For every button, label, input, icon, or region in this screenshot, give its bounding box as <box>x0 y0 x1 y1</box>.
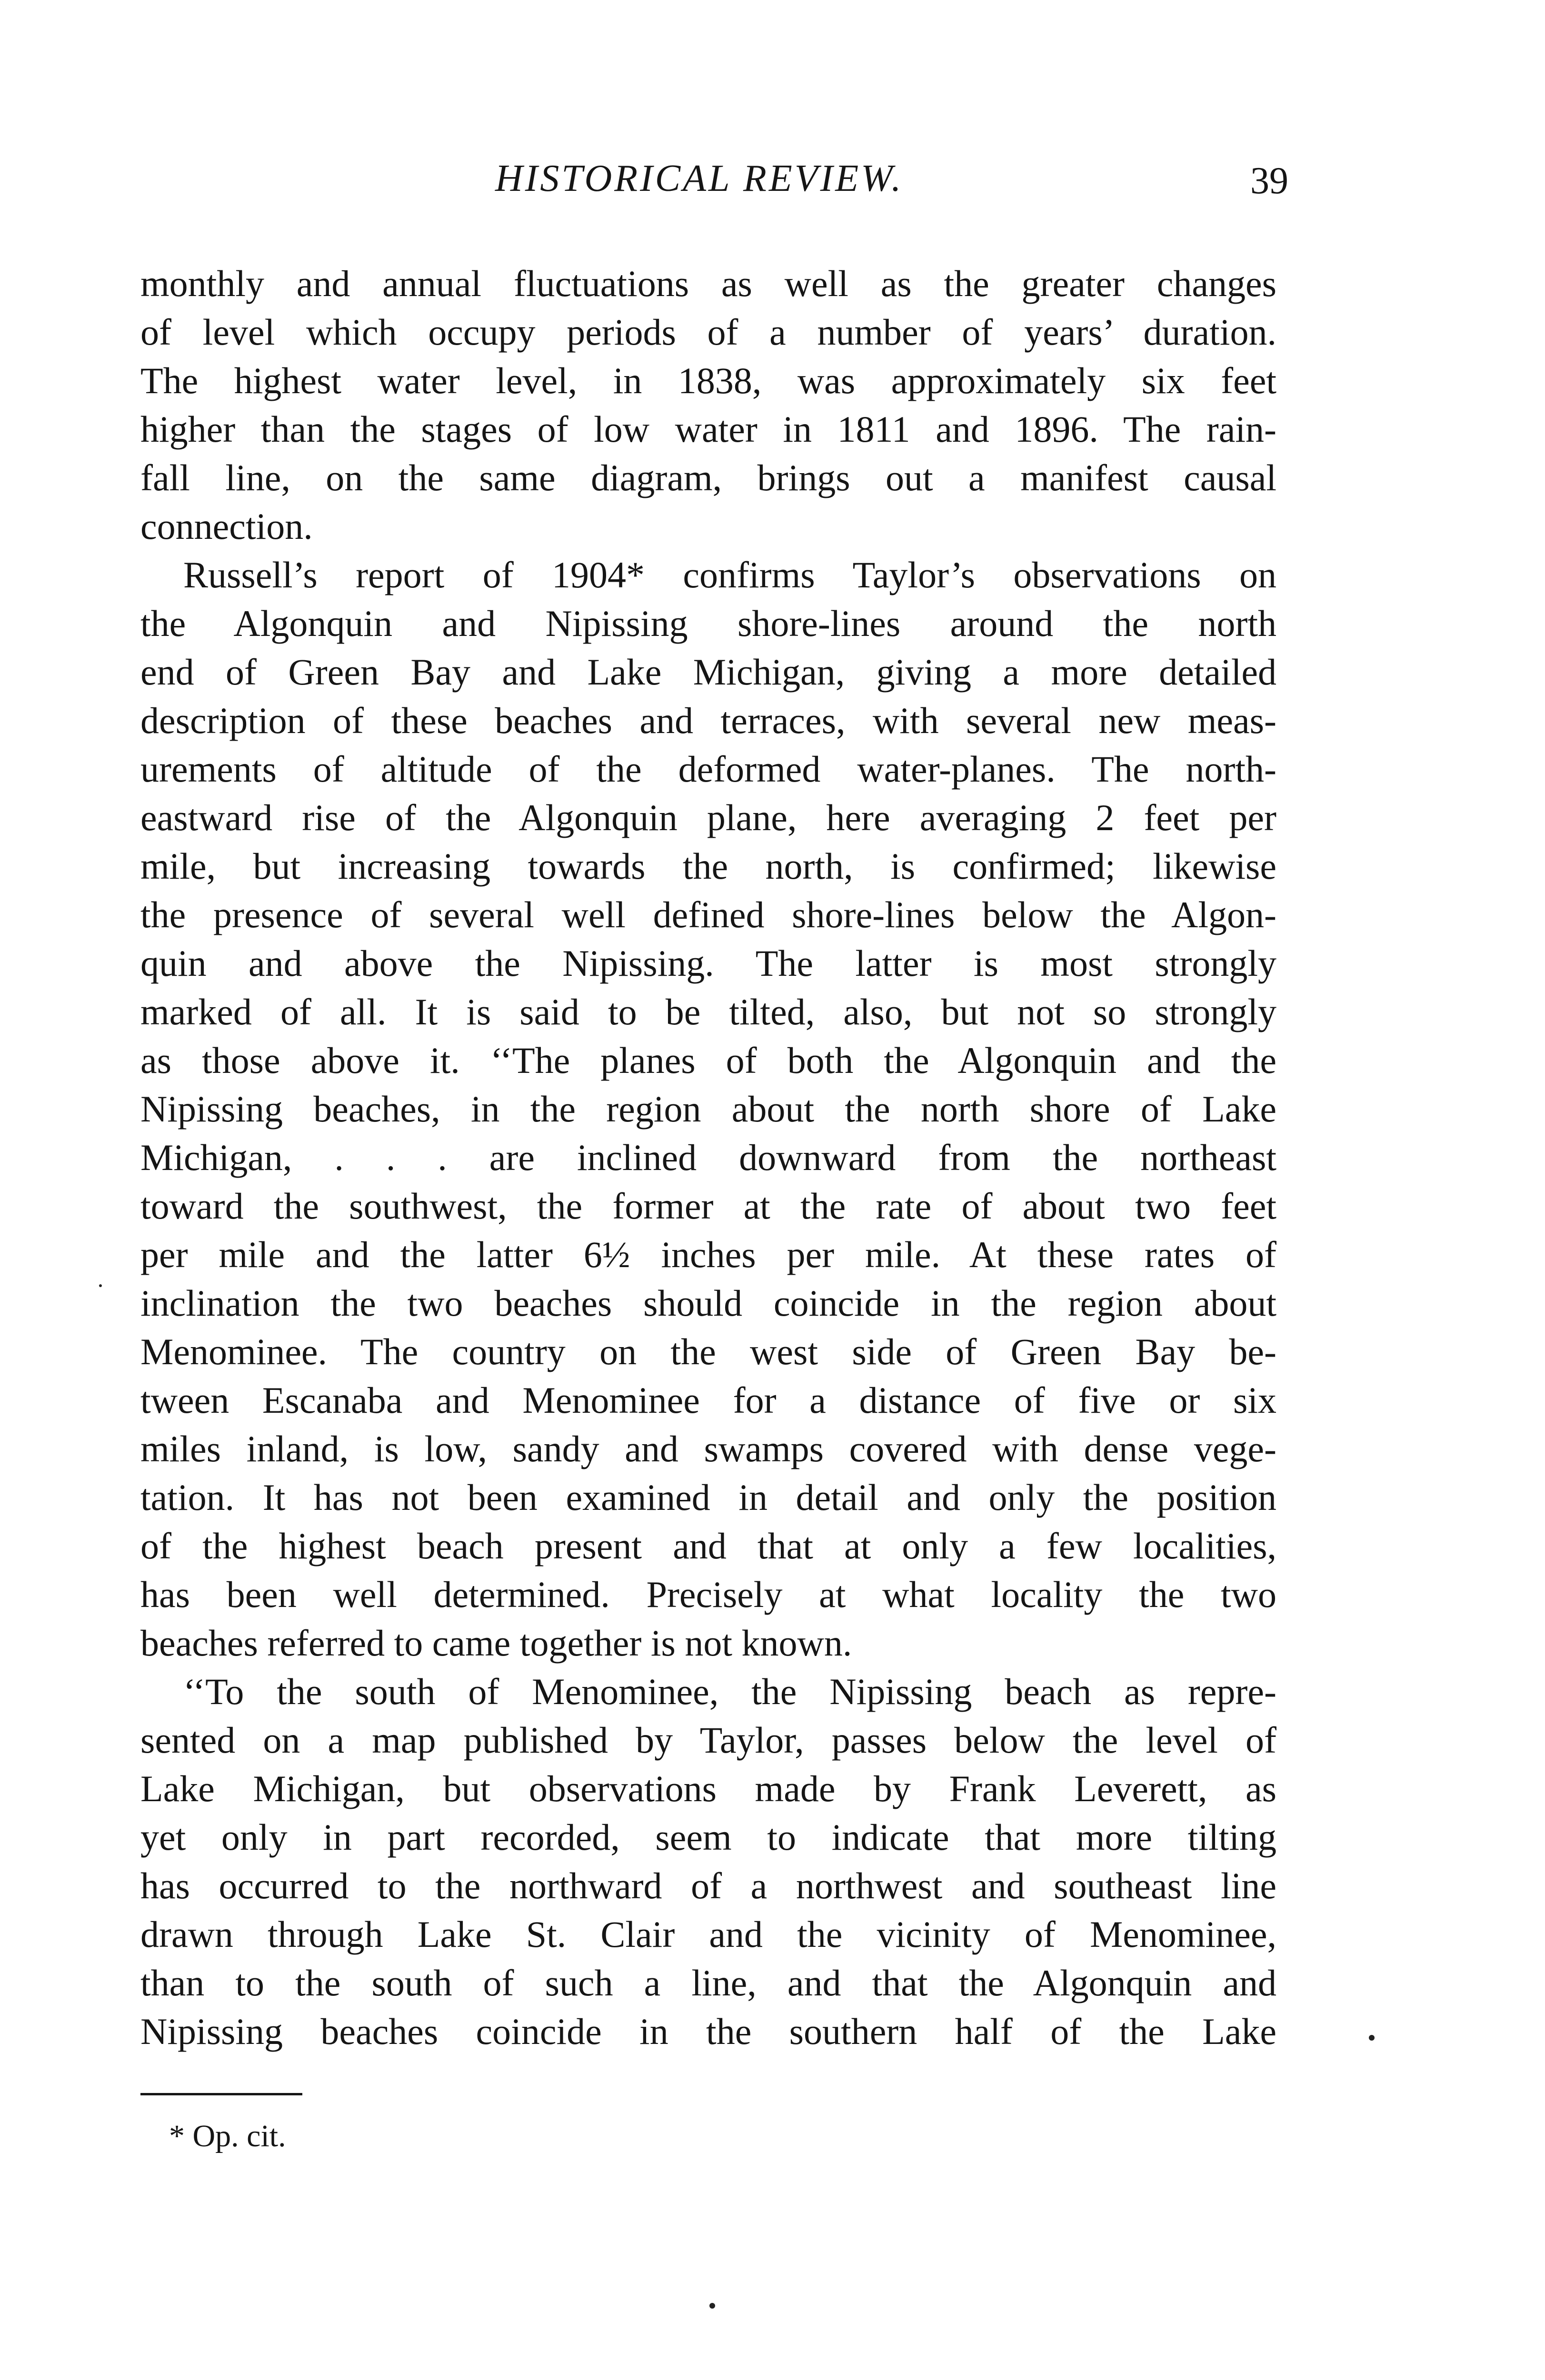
text-line: end of Green Bay and Lake Michigan, giving a more detailed <box>140 651 1276 693</box>
text-line: higher than the stages of low water in 1811 and 1896. The rain- <box>140 408 1276 450</box>
text-line: toward the southwest, the former at the rate of about two feet <box>140 1185 1276 1227</box>
text-line: as those above it. ‘‘The planes of both the Algonquin and the <box>140 1040 1276 1081</box>
text-line: per mile and the latter 6½ inches per mile. At these rates of <box>140 1234 1276 1275</box>
text-line: inclination the two beaches should coincide in the region about <box>140 1282 1276 1324</box>
text-line: description of these beaches and terraces, with several new meas- <box>140 700 1276 741</box>
text-line: of level which occupy periods of a number of years’ duration. <box>140 311 1276 353</box>
print-speck <box>709 2303 715 2309</box>
footnote-divider <box>140 2093 302 2095</box>
text-line: ‘‘To the south of Menominee, the Nipissing beach as repre- <box>183 1671 1276 1712</box>
text-line: than to the south of such a line, and that the Algonquin and <box>140 1962 1276 2003</box>
text-line: the presence of several well defined shore-lines below the Algon- <box>140 894 1276 935</box>
footnote: * Op. cit. <box>169 2119 286 2153</box>
text-line: has occurred to the northward of a northwest and southeast line <box>140 1865 1276 1906</box>
text-line: marked of all. It is said to be tilted, also, but not so strongly <box>140 991 1276 1032</box>
text-line: fall line, on the same diagram, brings out a manifest causal <box>140 457 1276 498</box>
text-line: Michigan, . . . are inclined downward from the northeast <box>140 1137 1276 1178</box>
text-line: yet only in part recorded, seem to indicate that more tilting <box>140 1816 1276 1858</box>
text-line: has been well determined. Precisely at what locality the two <box>140 1574 1276 1615</box>
text-line: urements of altitude of the deformed water-planes. The north- <box>140 748 1276 790</box>
text-line: monthly and annual fluctuations as well as the greater changes <box>140 263 1276 304</box>
text-line: The highest water level, in 1838, was approximately six feet <box>140 360 1276 401</box>
running-head: HISTORICAL REVIEW. <box>495 158 904 199</box>
text-line: tation. It has not been examined in detail and only the position <box>140 1477 1276 1518</box>
text-line: the Algonquin and Nipissing shore-lines around the north <box>140 603 1276 644</box>
text-line: miles inland, is low, sandy and swamps covered with dense vege- <box>140 1428 1276 1469</box>
text-line: beaches referred to came together is not known. <box>140 1622 852 1664</box>
body-text <box>140 259 1276 2056</box>
text-line: drawn through Lake St. Clair and the vicinity of Menominee, <box>140 1914 1276 1955</box>
text-line: tween Escanaba and Menominee for a distance of five or six <box>140 1379 1276 1421</box>
text-line: eastward rise of the Algonquin plane, here averaging 2 feet per <box>140 797 1276 838</box>
text-line: Menominee. The country on the west side of Green Bay be- <box>140 1331 1276 1372</box>
text-line: Lake Michigan, but observations made by Frank Leverett, as <box>140 1768 1276 1809</box>
print-speck <box>1369 2035 1375 2041</box>
text-line: of the highest beach present and that at only a few localities, <box>140 1525 1276 1567</box>
text-line: Nipissing beaches, in the region about the north shore of Lake <box>140 1088 1276 1130</box>
print-speck <box>99 1284 102 1287</box>
text-line: mile, but increasing towards the north, is confirmed; likewise <box>140 845 1276 887</box>
text-line: quin and above the Nipissing. The latter is most strongly <box>140 942 1276 984</box>
text-line: Nipissing beaches coincide in the southern half of the Lake <box>140 2011 1276 2052</box>
text-line: Russell’s report of 1904* confirms Taylor’s observations on <box>183 554 1276 595</box>
text-line: sented on a map published by Taylor, passes below the level of <box>140 1719 1276 1761</box>
text-line: connection. <box>140 506 313 547</box>
page-number: 39 <box>1250 160 1288 202</box>
